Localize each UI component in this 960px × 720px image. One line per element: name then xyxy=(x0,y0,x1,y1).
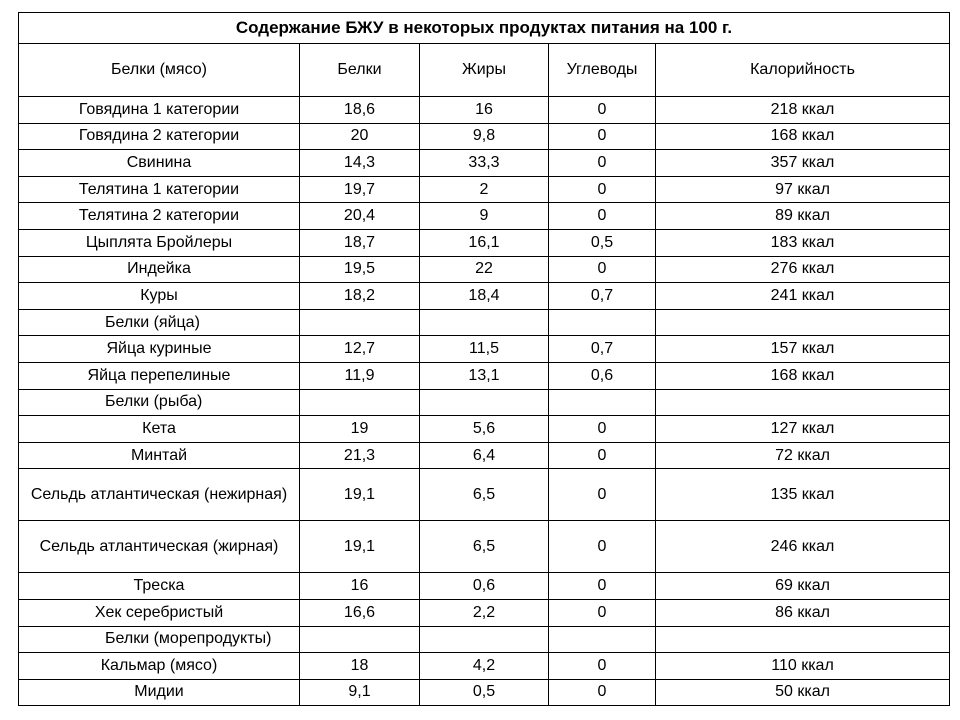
header-category: Белки (мясо) xyxy=(19,44,300,97)
section-label: Белки (яйца) xyxy=(19,309,300,336)
cell-carbs: 0,5 xyxy=(549,229,656,256)
empty-cell xyxy=(549,389,656,416)
cell-product-name: Говядина 1 категории xyxy=(19,97,300,124)
nutrition-table-container xyxy=(18,12,949,706)
section-label: Белки (морепродукты) xyxy=(19,626,300,653)
cell-protein: 16 xyxy=(300,573,420,600)
cell-carbs: 0 xyxy=(549,573,656,600)
cell-fat: 16,1 xyxy=(420,229,549,256)
header-fat: Жиры xyxy=(420,44,549,97)
empty-cell xyxy=(420,626,549,653)
cell-product-name: Кальмар (мясо) xyxy=(19,653,300,680)
section-row xyxy=(19,309,950,336)
cell-product-name: Мидии xyxy=(19,679,300,706)
cell-fat: 9 xyxy=(420,203,549,230)
table-row xyxy=(19,176,950,203)
cell-carbs: 0 xyxy=(549,469,656,521)
cell-protein: 19,1 xyxy=(300,521,420,573)
cell-protein: 19,5 xyxy=(300,256,420,283)
cell-protein: 16,6 xyxy=(300,599,420,626)
table-row xyxy=(19,283,950,310)
header-protein: Белки xyxy=(300,44,420,97)
cell-protein: 18 xyxy=(300,653,420,680)
cell-protein: 19,1 xyxy=(300,469,420,521)
cell-protein: 21,3 xyxy=(300,442,420,469)
cell-fat: 4,2 xyxy=(420,653,549,680)
cell-product-name: Куры xyxy=(19,283,300,310)
table-row xyxy=(19,416,950,443)
cell-product-name: Телятина 1 категории xyxy=(19,176,300,203)
cell-protein: 19 xyxy=(300,416,420,443)
cell-protein: 20,4 xyxy=(300,203,420,230)
nutrition-table xyxy=(18,12,950,706)
cell-carbs: 0 xyxy=(549,150,656,177)
cell-calories: 276 ккал xyxy=(656,256,950,283)
cell-protein: 14,3 xyxy=(300,150,420,177)
cell-calories: 89 ккал xyxy=(656,203,950,230)
cell-carbs: 0 xyxy=(549,203,656,230)
cell-fat: 6,4 xyxy=(420,442,549,469)
cell-calories: 357 ккал xyxy=(656,150,950,177)
cell-calories: 69 ккал xyxy=(656,573,950,600)
cell-fat: 6,5 xyxy=(420,521,549,573)
cell-product-name: Хек серебристый xyxy=(19,599,300,626)
cell-product-name: Яйца куриные xyxy=(19,336,300,363)
cell-carbs: 0 xyxy=(549,521,656,573)
cell-product-name: Цыплята Бройлеры xyxy=(19,229,300,256)
cell-carbs: 0 xyxy=(549,416,656,443)
cell-protein: 11,9 xyxy=(300,362,420,389)
cell-calories: 246 ккал xyxy=(656,521,950,573)
cell-fat: 33,3 xyxy=(420,150,549,177)
cell-protein: 19,7 xyxy=(300,176,420,203)
cell-calories: 135 ккал xyxy=(656,469,950,521)
section-row xyxy=(19,389,950,416)
table-row xyxy=(19,203,950,230)
cell-fat: 13,1 xyxy=(420,362,549,389)
cell-fat: 11,5 xyxy=(420,336,549,363)
empty-cell xyxy=(549,309,656,336)
table-title-row xyxy=(19,13,950,44)
cell-carbs: 0 xyxy=(549,653,656,680)
cell-fat: 0,6 xyxy=(420,573,549,600)
cell-product-name: Телятина 2 категории xyxy=(19,203,300,230)
cell-calories: 86 ккал xyxy=(656,599,950,626)
header-carbs: Углеводы xyxy=(549,44,656,97)
cell-fat: 0,5 xyxy=(420,679,549,706)
cell-product-name: Кета xyxy=(19,416,300,443)
cell-product-name: Сельдь атлантическая (жирная) xyxy=(19,521,300,573)
table-row xyxy=(19,442,950,469)
empty-cell xyxy=(420,309,549,336)
table-title: Содержание БЖУ в некоторых продуктах питания на 100 г. xyxy=(19,13,950,44)
cell-calories: 168 ккал xyxy=(656,362,950,389)
section-label: Белки (рыба) xyxy=(19,389,300,416)
cell-carbs: 0 xyxy=(549,123,656,150)
cell-carbs: 0,7 xyxy=(549,283,656,310)
cell-calories: 157 ккал xyxy=(656,336,950,363)
cell-protein: 18,2 xyxy=(300,283,420,310)
empty-cell xyxy=(549,626,656,653)
cell-fat: 22 xyxy=(420,256,549,283)
cell-calories: 168 ккал xyxy=(656,123,950,150)
empty-cell xyxy=(656,389,950,416)
cell-protein: 9,1 xyxy=(300,679,420,706)
cell-fat: 6,5 xyxy=(420,469,549,521)
header-calories: Калорийность xyxy=(656,44,950,97)
cell-carbs: 0,7 xyxy=(549,336,656,363)
empty-cell xyxy=(300,626,420,653)
table-row xyxy=(19,679,950,706)
empty-cell xyxy=(656,309,950,336)
table-header-row xyxy=(19,44,950,97)
cell-carbs: 0,6 xyxy=(549,362,656,389)
cell-fat: 16 xyxy=(420,97,549,124)
section-row xyxy=(19,626,950,653)
table-row xyxy=(19,521,950,573)
table-row xyxy=(19,97,950,124)
cell-product-name: Треска xyxy=(19,573,300,600)
table-row xyxy=(19,599,950,626)
empty-cell xyxy=(656,626,950,653)
cell-fat: 2,2 xyxy=(420,599,549,626)
cell-product-name: Минтай xyxy=(19,442,300,469)
cell-fat: 9,8 xyxy=(420,123,549,150)
cell-protein: 12,7 xyxy=(300,336,420,363)
cell-calories: 183 ккал xyxy=(656,229,950,256)
empty-cell xyxy=(300,309,420,336)
cell-product-name: Индейка xyxy=(19,256,300,283)
empty-cell xyxy=(300,389,420,416)
table-row xyxy=(19,229,950,256)
table-row xyxy=(19,256,950,283)
cell-carbs: 0 xyxy=(549,97,656,124)
empty-cell xyxy=(420,389,549,416)
cell-fat: 18,4 xyxy=(420,283,549,310)
cell-calories: 241 ккал xyxy=(656,283,950,310)
cell-carbs: 0 xyxy=(549,679,656,706)
table-row xyxy=(19,653,950,680)
cell-calories: 127 ккал xyxy=(656,416,950,443)
table-row xyxy=(19,123,950,150)
cell-fat: 2 xyxy=(420,176,549,203)
cell-carbs: 0 xyxy=(549,442,656,469)
table-row xyxy=(19,362,950,389)
cell-carbs: 0 xyxy=(549,599,656,626)
table-row xyxy=(19,573,950,600)
table-row xyxy=(19,336,950,363)
cell-product-name: Яйца перепелиные xyxy=(19,362,300,389)
cell-protein: 20 xyxy=(300,123,420,150)
cell-calories: 50 ккал xyxy=(656,679,950,706)
cell-carbs: 0 xyxy=(549,256,656,283)
cell-protein: 18,6 xyxy=(300,97,420,124)
cell-protein: 18,7 xyxy=(300,229,420,256)
cell-calories: 218 ккал xyxy=(656,97,950,124)
cell-fat: 5,6 xyxy=(420,416,549,443)
cell-product-name: Говядина 2 категории xyxy=(19,123,300,150)
table-row xyxy=(19,150,950,177)
cell-calories: 110 ккал xyxy=(656,653,950,680)
cell-calories: 72 ккал xyxy=(656,442,950,469)
cell-carbs: 0 xyxy=(549,176,656,203)
cell-product-name: Сельдь атлантическая (нежирная) xyxy=(19,469,300,521)
cell-product-name: Свинина xyxy=(19,150,300,177)
table-row xyxy=(19,469,950,521)
cell-calories: 97 ккал xyxy=(656,176,950,203)
